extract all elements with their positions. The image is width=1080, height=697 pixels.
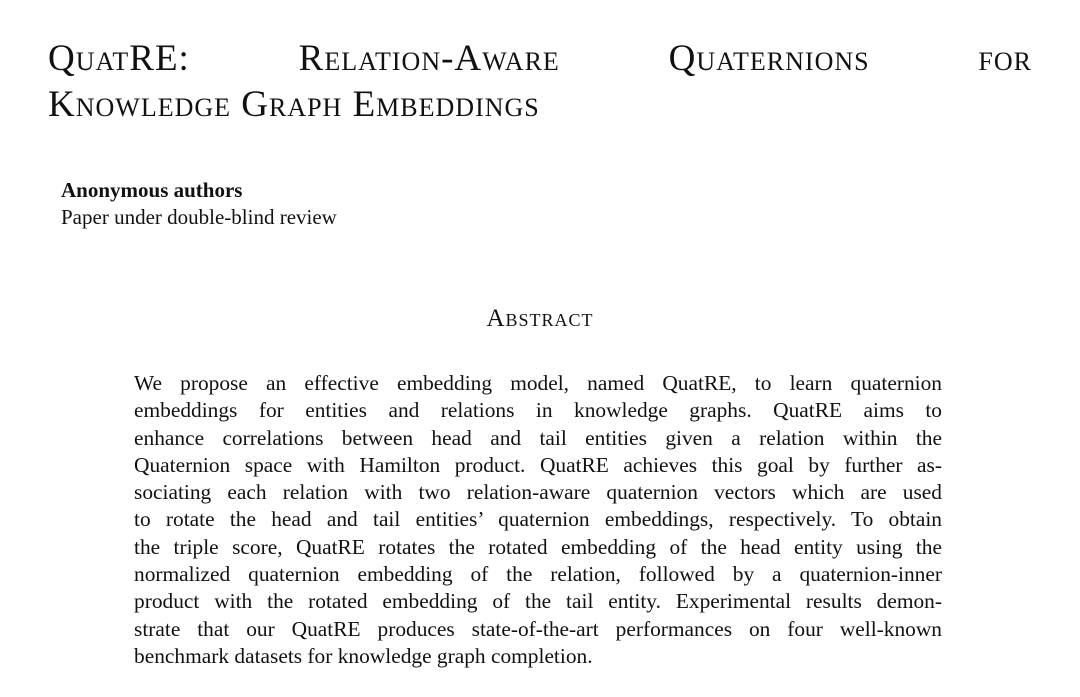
abstract-line: We propose an effective embedding model, named QuatRE, to learn quaternion [134,371,942,395]
paper-title [48,36,1032,128]
abstract-body [134,370,942,670]
abstract-line: to rotate the head and tail entities’ quaternion embeddings, respectively. To obtain [134,507,942,532]
abstract-line: sociating each relation with two relation-aware quaternion vectors which are used [134,480,942,505]
abstract-line: benchmark datasets for knowledge graph completion. [134,643,593,668]
author-name: Anonymous authors [61,178,243,202]
abstract-line: enhance correlations between head and tail entities given a relation within the [134,425,942,450]
abstract-line: the triple score, QuatRE rotates the rotated embedding of the head entity using the [134,534,942,559]
paper-title-line-1: QuatRE: Relation-Aware Quaternions for [48,38,1032,79]
abstract-line: strate that our QuatRE produces state-of-the-art performances on four well-known [134,616,942,641]
abstract-heading: Abstract [486,305,594,332]
review-note: Paper under double-blind review [61,205,337,229]
author-block [61,177,337,231]
abstract-line: product with the rotated embedding of the tail entity. Experimental results demon- [134,589,942,614]
paper-title-line-2: Knowledge Graph Embeddings [48,84,540,125]
abstract-line: normalized quaternion embedding of the relation, followed by a quaternion-inner [134,562,942,587]
abstract-line: embeddings for entities and relations in knowledge graphs. QuatRE aims to [134,398,942,423]
abstract-line: Quaternion space with Hamilton product. QuatRE achieves this goal by further as- [134,452,942,477]
